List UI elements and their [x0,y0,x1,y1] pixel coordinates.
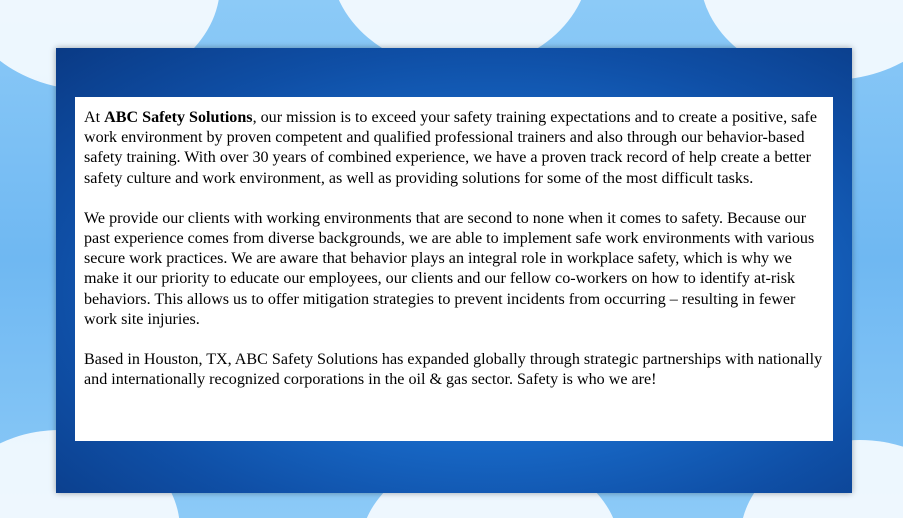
mission-paragraph [84,108,825,189]
services-paragraph: We provide our clients with working environments that are second to none when it comes to safety. Because our past experience comes from diverse backgrounds, we are able to implement safe work environments with various secure work practices. We are aware that behavior plays an integral role in workplace safety, which is why we make it our priority to educate our employees, our clients and our fellow co-workers on how to identify at-risk behaviors. This allows us to offer mitigation strategies to prevent incidents from occurring – resulting in fewer work site injuries. [84,209,815,328]
company-name: ABC Safety Solutions [104,109,253,126]
location-paragraph: Based in Houston, TX, ABC Safety Solutions has expanded globally through strategic partnerships with nationally and internationally recognized corporations in the oil & gas sector. Safety is who we are! [84,351,823,389]
about-text-panel [75,97,833,441]
mission-body: , our mission is to exceed your safety training expectations and to create a positive, safe work environment by proven competent and qualified professional trainers and also through our behavior-based safety training. With over 30 years of combined experience, we have a proven track record of help create a better safety culture and work environment, as well as providing solutions for some of the most difficult tasks. [84,109,818,187]
mission-prefix: At [84,109,105,126]
